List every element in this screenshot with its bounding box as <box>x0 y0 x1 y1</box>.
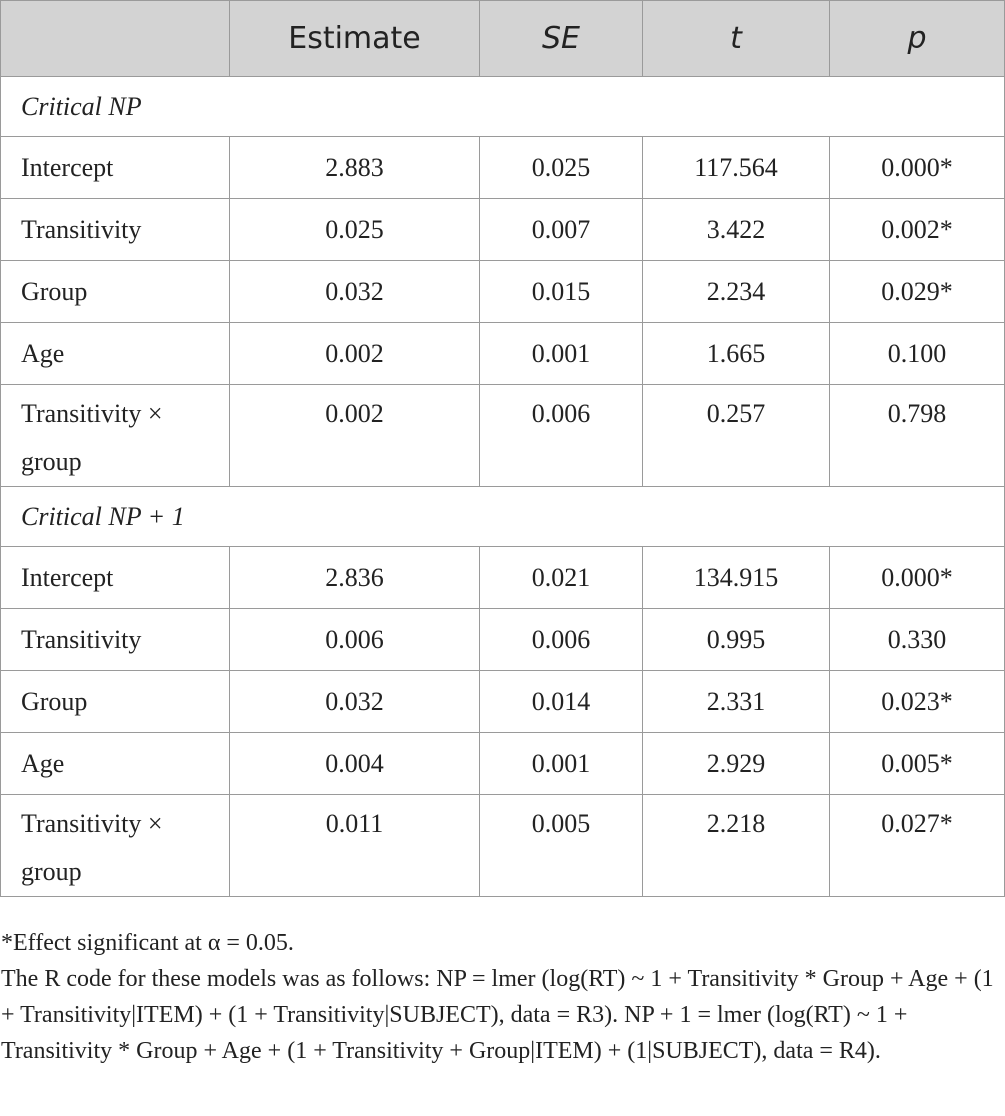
row-label: Transitivity <box>1 609 230 671</box>
table-row <box>1 547 1005 609</box>
p-cell: 0.023* <box>830 671 1005 733</box>
estimate-cell: 2.836 <box>230 547 480 609</box>
section-title: Critical NP + 1 <box>1 487 1005 547</box>
estimate-cell: 0.032 <box>230 261 480 323</box>
table-row <box>1 261 1005 323</box>
row-label: Group <box>1 671 230 733</box>
estimate-cell: 0.025 <box>230 199 480 261</box>
se-cell: 0.001 <box>480 323 643 385</box>
row-label: Transitivity × group <box>1 385 230 487</box>
p-cell: 0.029* <box>830 261 1005 323</box>
significance-note: *Effect significant at α = 0.05. <box>1 930 294 956</box>
t-cell: 117.564 <box>643 137 830 199</box>
p-cell: 0.330 <box>830 609 1005 671</box>
estimate-cell: 0.004 <box>230 733 480 795</box>
table-row <box>1 609 1005 671</box>
t-cell: 0.995 <box>643 609 830 671</box>
table-row <box>1 137 1005 199</box>
row-label: Intercept <box>1 547 230 609</box>
row-label: Age <box>1 323 230 385</box>
section-header-row <box>1 77 1005 137</box>
estimate-cell: 0.032 <box>230 671 480 733</box>
table-footnotes <box>0 925 1005 1069</box>
t-cell: 0.257 <box>643 385 830 487</box>
se-cell: 0.006 <box>480 385 643 487</box>
p-cell: 0.002* <box>830 199 1005 261</box>
estimate-cell: 0.002 <box>230 323 480 385</box>
se-cell: 0.005 <box>480 795 643 897</box>
t-cell: 1.665 <box>643 323 830 385</box>
header-se: SE <box>480 1 643 77</box>
t-cell: 2.234 <box>643 261 830 323</box>
se-cell: 0.001 <box>480 733 643 795</box>
se-cell: 0.006 <box>480 609 643 671</box>
header-empty <box>1 1 230 77</box>
t-cell: 134.915 <box>643 547 830 609</box>
row-label: Age <box>1 733 230 795</box>
table-row <box>1 795 1005 897</box>
p-cell: 0.027* <box>830 795 1005 897</box>
p-cell: 0.000* <box>830 547 1005 609</box>
table-row <box>1 199 1005 261</box>
header-t: t <box>643 1 830 77</box>
table-row <box>1 385 1005 487</box>
estimate-cell: 0.006 <box>230 609 480 671</box>
table-header-row <box>1 1 1005 77</box>
estimate-cell: 0.002 <box>230 385 480 487</box>
row-label: Group <box>1 261 230 323</box>
se-cell: 0.025 <box>480 137 643 199</box>
section-header-row <box>1 487 1005 547</box>
p-cell: 0.005* <box>830 733 1005 795</box>
p-cell: 0.798 <box>830 385 1005 487</box>
p-cell: 0.000* <box>830 137 1005 199</box>
section-title: Critical NP <box>1 77 1005 137</box>
row-label: Transitivity <box>1 199 230 261</box>
se-cell: 0.021 <box>480 547 643 609</box>
t-cell: 3.422 <box>643 199 830 261</box>
table-row <box>1 323 1005 385</box>
estimate-cell: 0.011 <box>230 795 480 897</box>
table-row <box>1 733 1005 795</box>
se-cell: 0.015 <box>480 261 643 323</box>
se-cell: 0.007 <box>480 199 643 261</box>
row-label: Transitivity × group <box>1 795 230 897</box>
t-cell: 2.218 <box>643 795 830 897</box>
row-label: Intercept <box>1 137 230 199</box>
table-body <box>1 77 1005 897</box>
t-cell: 2.331 <box>643 671 830 733</box>
header-estimate: Estimate <box>230 1 480 77</box>
t-cell: 2.929 <box>643 733 830 795</box>
header-p: p <box>830 1 1005 77</box>
estimate-cell: 2.883 <box>230 137 480 199</box>
p-cell: 0.100 <box>830 323 1005 385</box>
se-cell: 0.014 <box>480 671 643 733</box>
r-code-note: The R code for these models was as follows: NP = lmer (log(RT) ~ 1 + Transitivity * Group + Age + (1 + Transitivity|ITEM) + (1 + Transitivity|SUBJECT), data = R3). NP + 1 = lmer (log(RT) ~ 1 + Transitivity * Group + Age + (1 + Transitivity + Group|ITEM) + (1|SUBJECT), data = R4). <box>1 966 994 1064</box>
table-row <box>1 671 1005 733</box>
